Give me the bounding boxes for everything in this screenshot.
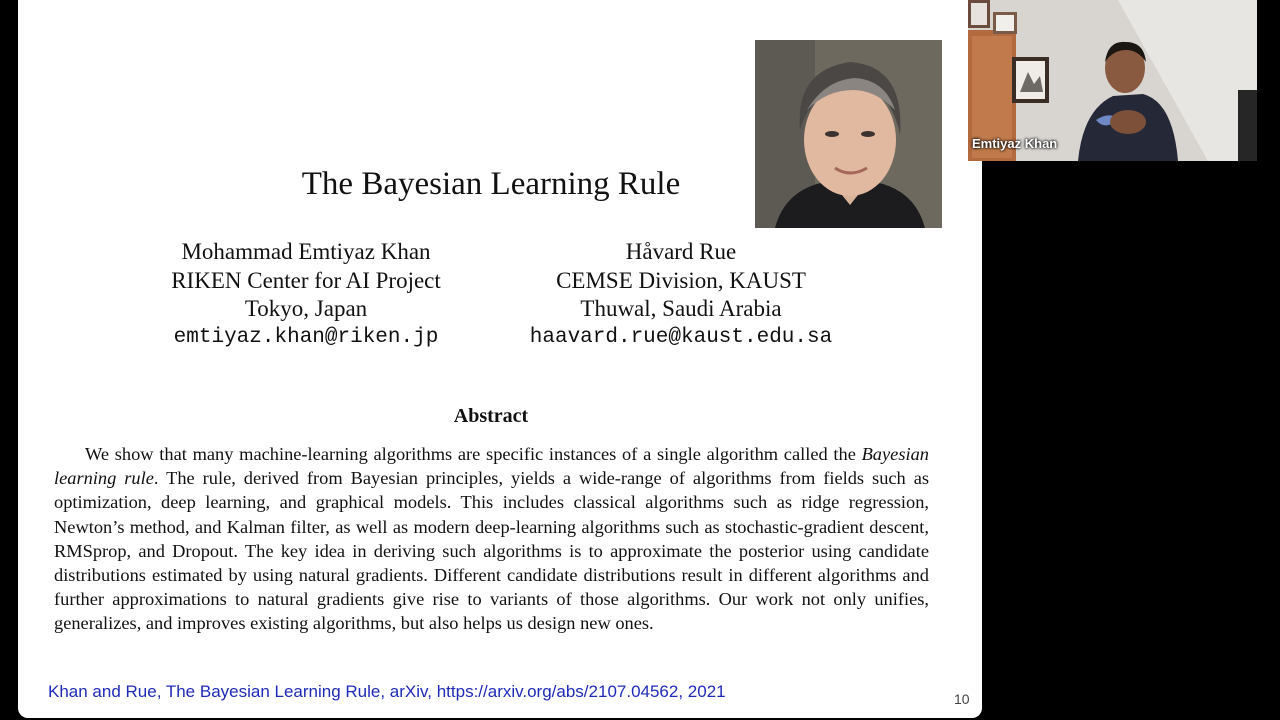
author-name: Håvard Rue xyxy=(625,239,737,264)
participant-video-tile[interactable] xyxy=(968,0,1257,161)
participant-name-label: Emtiyaz Khan xyxy=(972,136,1058,151)
abstract-text-part: We show that many machine-learning algorithms are specific instances of a single algorithm called the xyxy=(85,444,862,464)
author-name: Mohammad Emtiyaz Khan xyxy=(181,239,431,264)
abstract-text xyxy=(54,442,929,636)
presentation-slide xyxy=(18,0,982,718)
citation-link[interactable]: Khan and Rue, The Bayesian Learning Rule, arXiv, https://arxiv.org/abs/2107.04562, 2021 xyxy=(48,682,726,701)
author-affiliation: CEMSE Division, KAUST xyxy=(556,267,806,293)
abstract-heading: Abstract xyxy=(453,405,529,427)
author-location: Tokyo, Japan xyxy=(244,296,368,321)
author-email: emtiyaz.khan@riken.jp xyxy=(173,325,439,349)
author-affiliation: RIKEN Center for AI Project xyxy=(171,267,441,293)
author-location: Thuwal, Saudi Arabia xyxy=(580,296,782,321)
slide-number: 10 xyxy=(954,691,970,707)
author-email: haavard.rue@kaust.edu.sa xyxy=(529,325,833,349)
author-block-rue xyxy=(516,238,846,352)
abstract-emphasis: Bayesian learning rule xyxy=(54,444,929,489)
paper-title: The Bayesian Learning Rule xyxy=(301,166,681,202)
author-block-khan xyxy=(136,238,476,352)
abstract-text-part: . The rule, derived from Bayesian principles, yields a wide-range of algorithms from fields such as optimization, deep learning, and graphical models. This includes classical algorithms such as ridge regression, Newton’s method, and Kalman filter, as well as modern deep-learning algorithms such as stochastic-gradient descent, RMSprop, and Dropout. The key idea in deriving such algorithms is to approximate the posterior using candidate distributions estimated by using natural gradients. Different candidate distributions result in different algorithms and further approximations to natural gradients give rise to variants of those algorithms. Our work not only unifies, generalizes, and improves existing algorithms, but also helps us design new ones. xyxy=(54,468,930,634)
